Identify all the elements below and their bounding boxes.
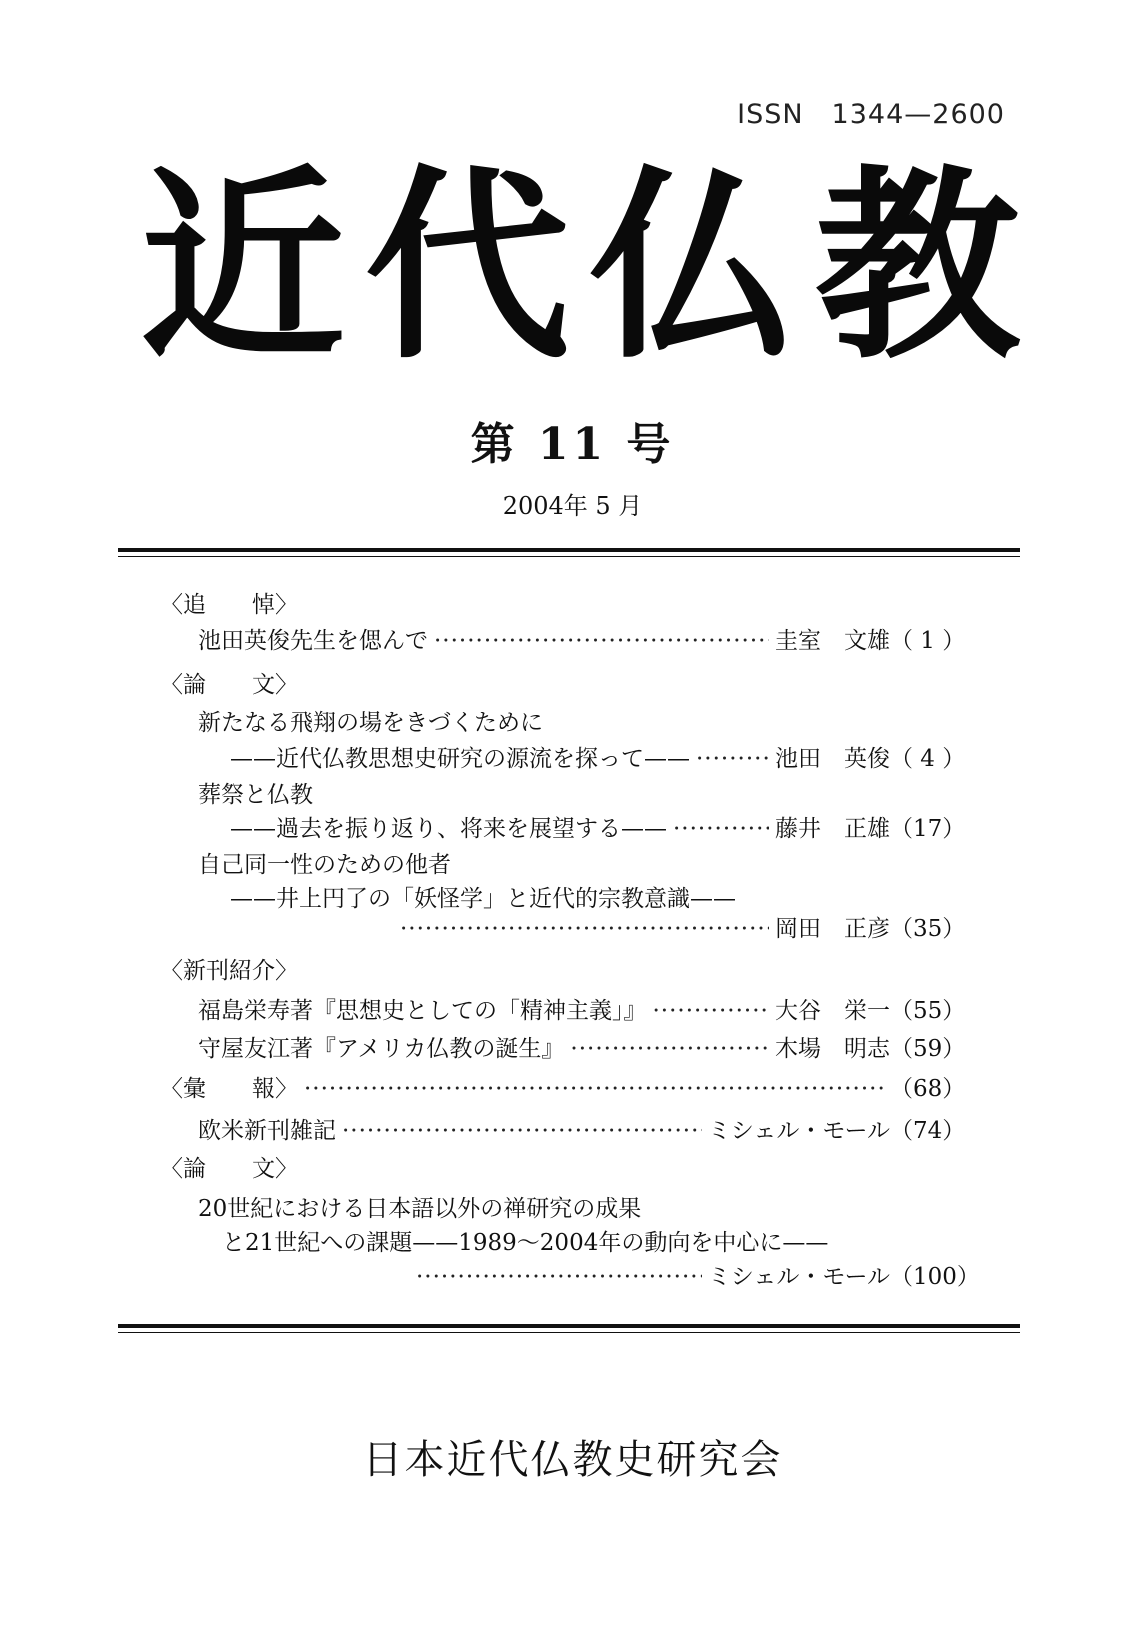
section-heading-articles: 〈論 文〉 [160, 1156, 298, 1182]
entry-author: 木場 明志 [775, 1036, 890, 1062]
leader-dots [570, 1038, 769, 1061]
entry-page: （74） [890, 1118, 966, 1144]
entry-author: ミシェル・モール [707, 1264, 890, 1290]
toc-entry[interactable] [198, 998, 966, 1024]
toc-entry[interactable] [198, 1036, 966, 1062]
leader-dots [342, 1120, 702, 1143]
section-heading-memorial: 〈追 悼〉 [160, 592, 298, 618]
entry-author: 藤井 正雄 [775, 816, 890, 842]
journal-title [140, 147, 1020, 387]
section-heading-reviews: 〈新刊紹介〉 [160, 958, 298, 984]
entry-author: 大谷 栄一 [775, 998, 890, 1024]
top-divider [118, 548, 1020, 557]
section-heading-articles: 〈論 文〉 [160, 672, 298, 698]
entry-page: （35） [890, 916, 966, 942]
issue-number: 第 11 号 [470, 419, 675, 470]
entry-title: 新たなる飛翔の場をきづくために [198, 710, 543, 736]
entry-title: 守屋友江著『アメリカ仏教の誕生』 [198, 1036, 565, 1062]
leader-dots [434, 630, 769, 653]
toc-entry[interactable] [230, 746, 966, 772]
entry-title: 20世紀における日本語以外の禅研究の成果 [198, 1196, 642, 1222]
title-char: 教 [815, 147, 1020, 387]
toc-entry[interactable] [400, 916, 966, 942]
entry-subtitle: と21世紀への課題——1989～2004年の動向を中心に—— [222, 1230, 829, 1256]
entry-author: 池田 英俊 [775, 746, 890, 772]
entry-page: （59） [890, 1036, 966, 1062]
toc-entry[interactable] [160, 1076, 966, 1102]
leader-dots [304, 1078, 884, 1101]
entry-subtitle: ——近代仏教思想史研究の源流を探って—— [230, 746, 690, 772]
entry-title: 欧米新刊雑記 [198, 1118, 336, 1144]
entry-author: ミシェル・モール [707, 1118, 890, 1144]
entry-page: （17） [890, 816, 966, 842]
issue-date: 2004年 5 月 [502, 492, 643, 520]
entry-page: （68） [890, 1076, 966, 1102]
entry-page: （100） [890, 1264, 980, 1290]
publisher-name: 日本近代仏教史研究会 [362, 1437, 783, 1483]
entry-title: 福島栄寿著『思想史としての「精神主義」』 [198, 998, 647, 1024]
entry-author: 圭室 文雄 [775, 628, 890, 654]
leader-dots [673, 818, 769, 841]
toc-entry[interactable] [198, 628, 966, 654]
entry-subtitle: ——過去を振り返り、将来を展望する—— [230, 816, 667, 842]
toc-entry[interactable] [230, 816, 966, 842]
title-char: 近 [140, 147, 345, 387]
bottom-divider [118, 1324, 1020, 1333]
entry-title: 葬祭と仏教 [198, 782, 313, 808]
issn-number: ISSN 1344—2600 [737, 99, 1005, 130]
entry-subtitle: ——井上円了の「妖怪学」と近代的宗教意識—— [230, 886, 736, 912]
leader-dots [696, 748, 769, 771]
entry-page: （ 1 ） [890, 628, 966, 654]
entry-title: 自己同一性のための他者 [198, 852, 451, 878]
title-char: 代 [365, 147, 570, 387]
entry-page: （ 4 ） [890, 746, 966, 772]
leader-dots [416, 1266, 702, 1289]
entry-author: 岡田 正彦 [775, 916, 890, 942]
section-heading-news: 〈彙 報〉 [160, 1076, 298, 1102]
entry-title: 池田英俊先生を偲んで [198, 628, 428, 654]
title-char: 仏 [590, 147, 795, 387]
entry-page: （55） [890, 998, 966, 1024]
toc-entry[interactable] [198, 1118, 966, 1144]
leader-dots [400, 918, 769, 941]
toc-entry[interactable] [416, 1264, 980, 1290]
leader-dots [653, 1000, 770, 1023]
